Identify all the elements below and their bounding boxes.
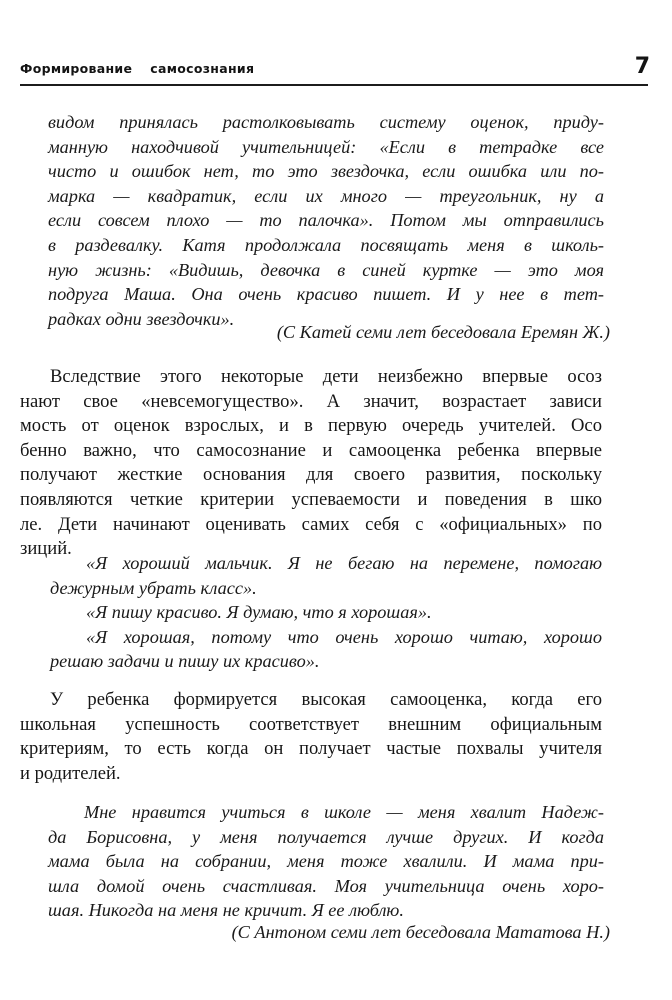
paragraph-line: Вследствие этого некоторые дети неизбежно впервые осоз — [50, 366, 602, 387]
paragraph-line: зиций. — [20, 538, 72, 560]
quote-line: марка — квадратик, если их много — треугольник, ну а — [48, 185, 604, 206]
paragraph-line: появляются четкие критерии успеваемости и поведения в шко — [20, 488, 602, 510]
quote-line: в раздевалку. Катя продолжала посвящать меня в школь- — [48, 234, 604, 255]
paragraph-line: нают свое «невсемогущество». А значит, возрастает зависи — [20, 390, 602, 412]
quote-katya — [48, 110, 604, 331]
header-rule — [20, 84, 648, 86]
paragraph-line: критериям, то есть когда он получает частые похвалы учителя — [20, 738, 602, 760]
child-quote-line: «Я пишу красиво. Я думаю, что я хорошая». — [86, 602, 432, 623]
paragraph-line: школьная успешность соответствует внешним официальным — [20, 713, 602, 735]
paragraph-line: мость от оценок взрослых, и в первую очередь учителей. Осо — [20, 415, 602, 437]
child-quote-line: «Я хороший мальчик. Я не бегаю на перемене, помогаю — [86, 553, 602, 573]
quote-anton — [48, 800, 604, 923]
quote-line: шая. Никогда на меня не кричит. Я ее люблю. — [48, 900, 404, 921]
child-quote-line: дежурным убрать класс». — [50, 577, 257, 598]
quote-attribution-katya: (С Катей семи лет беседовала Еремян Ж.) — [276, 322, 610, 342]
running-head-word-1: Формирование — [20, 61, 133, 76]
child-quote-line: решаю задачи и пишу их красиво». — [50, 651, 320, 672]
page-header — [20, 54, 650, 86]
quote-line: Мне нравится учиться в школе — меня хвалит Надеж- — [84, 802, 604, 822]
child-quote-line: «Я хорошая, потому что очень хорошо читаю, хорошо — [86, 626, 602, 647]
running-head — [20, 61, 254, 76]
quote-line: подруга Маша. Она очень красиво пишет. И у нее в тет- — [48, 284, 604, 305]
paragraph-self-awareness — [20, 365, 602, 562]
running-head-word-2: самосознания — [150, 61, 255, 76]
quote-line: мама была на собрании, меня тоже хвалили. И мама при- — [48, 851, 604, 872]
quote-line: радках одни звездочки». — [48, 308, 235, 329]
child-quotes — [20, 551, 602, 674]
paragraph-line: бенно важно, что самосознание и самооценка ребенка впервые — [20, 439, 602, 461]
quote-attribution-anton: (С Антоном семи лет беседовала Мататова Н.) — [231, 922, 610, 942]
quote-line: ную жизнь: «Видишь, девочка в синей куртке — это моя — [48, 259, 604, 280]
quote-line: шла домой очень счастливая. Моя учительница очень хоро- — [48, 875, 604, 896]
quote-line: манную находчивой учительницей: «Если в тетрадке все — [48, 136, 604, 157]
page-number: 7 — [634, 54, 650, 79]
quote-line: видом принялась растолковывать систему оценок, приду- — [48, 112, 604, 132]
paragraph-line: получают жесткие основания для своего развития, поскольку — [20, 464, 602, 486]
paragraph-high-self-esteem — [20, 688, 602, 786]
paragraph-line: и родителей. — [20, 762, 121, 784]
quote-line: если совсем плохо — то палочка». Потом мы отправились — [48, 210, 604, 231]
quote-line: чисто и ошибок нет, то это звездочка, если ошибка или по- — [48, 161, 604, 182]
paragraph-line: ле. Дети начинают оценивать самих себя с «официальных» по — [20, 513, 602, 535]
paragraph-line: У ребенка формируется высокая самооценка, когда его — [50, 689, 602, 710]
quote-line: да Борисовна, у меня получается лучше других. И когда — [48, 826, 604, 847]
